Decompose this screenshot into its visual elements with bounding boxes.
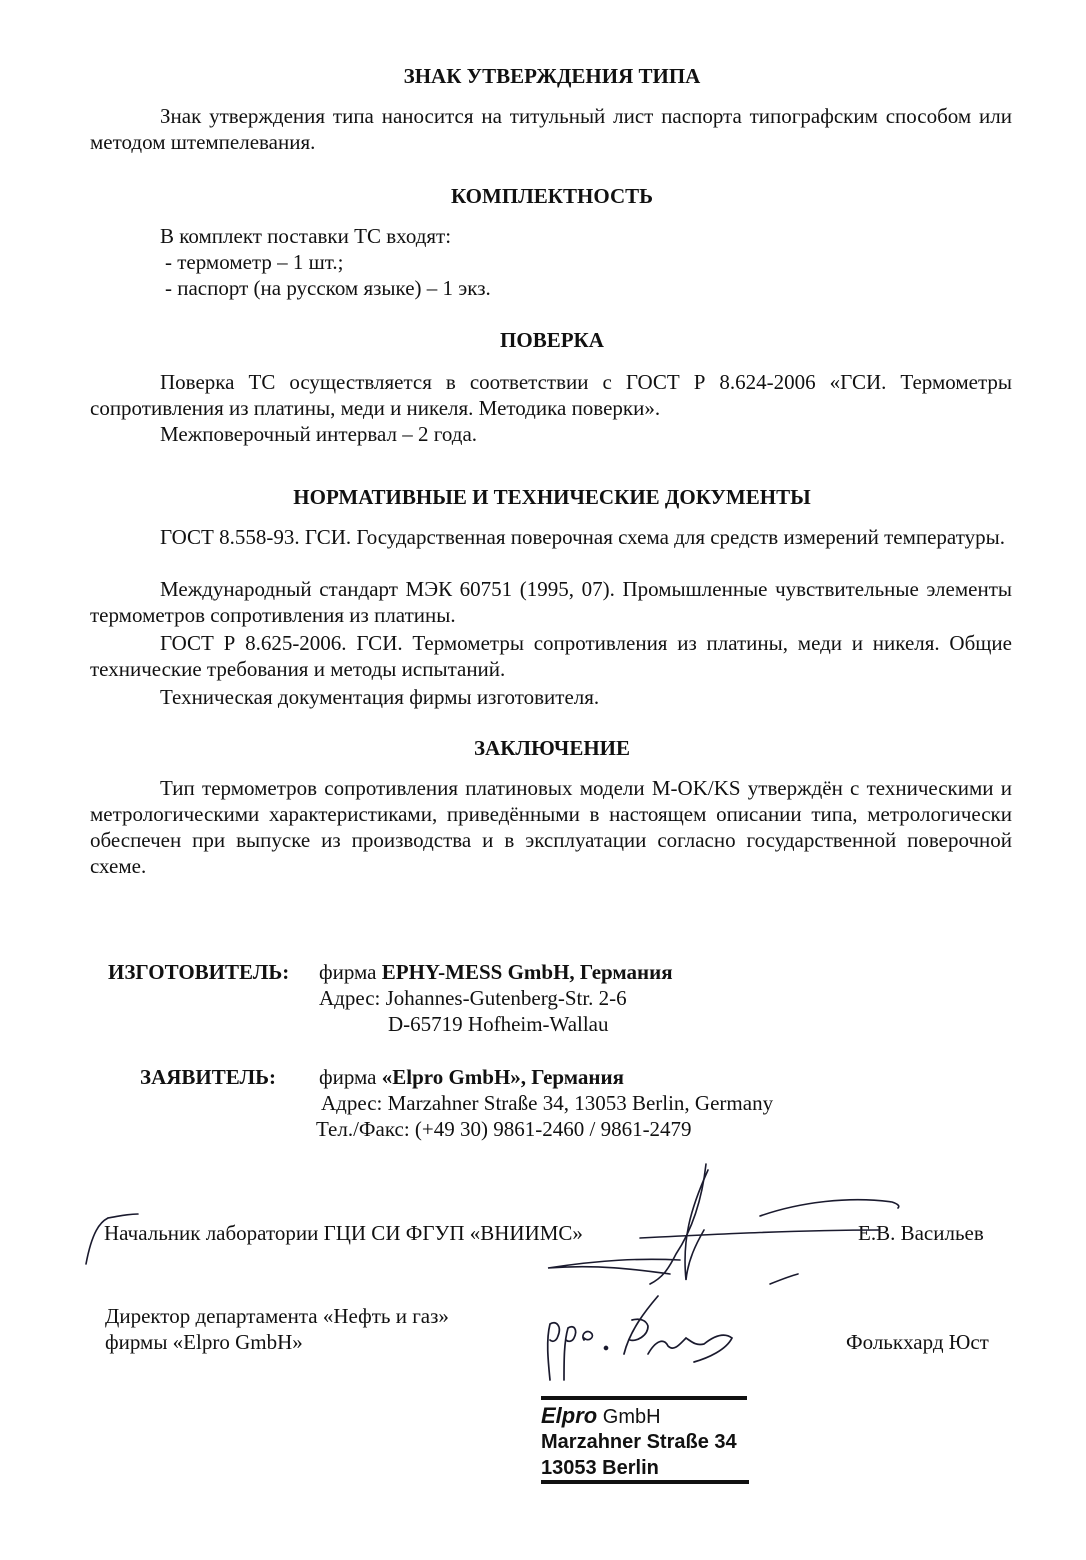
kit-intro: В комплект поставки ТС входят: — [160, 224, 452, 248]
applicant-address: Адрес: Marzahner Straße 34, 13053 Berlin, Germany — [321, 1091, 774, 1115]
manufacturer-firm: фирма EPHY-MESS GmbH, Германия — [319, 960, 673, 984]
applicant-firm: фирма «Elpro GmbH», Германия — [319, 1065, 624, 1089]
verification-paragraph: Поверка ТС осуществляется в соответствии с ГОСТ Р 8.624-2006 «ГСИ. Термометры сопротивления из платины, меди и никеля. Методика поверки». — [90, 370, 1012, 420]
lab-head-signature — [80, 1160, 930, 1300]
conclusion-paragraph: Тип термометров сопротивления платиновых модели M-OK/KS утверждён с техническими и метрологическими характеристиками, приведёнными в настоящем описании типа, метрологически обеспечен при выпуске из производства и в эксплуатации согласно государственной поверочной схеме. — [90, 776, 1012, 878]
docs-item-2: Международный стандарт МЭК 60751 (1995, 07). Промышленные чувствительные элементы термометров сопротивления из платины. — [90, 577, 1012, 627]
manufacturer-label: ИЗГОТОВИТЕЛЬ: — [108, 960, 290, 984]
stamp-brand-line: Elpro GmbH — [541, 1403, 661, 1428]
manufacturer-address-1: Адрес: Johannes-Gutenberg-Str. 2-6 — [319, 986, 627, 1010]
stamp-street: Marzahner Straße 34 — [541, 1431, 737, 1453]
stamp-rule-bottom — [541, 1480, 749, 1484]
stamp-city: 13053 Berlin — [541, 1457, 659, 1479]
sign-paragraph: Знак утверждения типа наносится на титульный лист паспорта типографским способом или методом штемпелевания. — [90, 104, 1012, 154]
stamp-logo: Elpro — [541, 1403, 598, 1428]
director-name: Фолькхард Юст — [846, 1330, 989, 1354]
applicant-phone: Тел./Факс: (+49 30) 9861-2460 / 9861-2479 — [316, 1117, 692, 1141]
manufacturer-address-2: D-65719 Hofheim-Wallau — [388, 1012, 609, 1036]
director-signature — [536, 1280, 766, 1390]
director-title-1: Директор департамента «Нефть и газ» — [105, 1304, 449, 1328]
lab-head-name: Е.В. Васильев — [858, 1221, 984, 1245]
heading-sign: ЗНАК УТВЕРЖДЕНИЯ ТИПА — [403, 64, 701, 88]
stamp-rule-top — [541, 1396, 747, 1400]
heading-verification: ПОВЕРКА — [500, 328, 604, 352]
lab-head-title: Начальник лаборатории ГЦИ СИ ФГУП «ВНИИМС» — [104, 1221, 583, 1245]
director-title-2: фирмы «Elpro GmbH» — [105, 1330, 303, 1354]
verification-interval: Межповерочный интервал – 2 года. — [160, 422, 478, 446]
heading-kit: КОМПЛЕКТНОСТЬ — [450, 184, 654, 208]
kit-item-2: - паспорт (на русском языке) – 1 экз. — [165, 276, 491, 300]
docs-item-4: Техническая документация фирмы изготовителя. — [160, 685, 600, 709]
kit-item-1: - термометр – 1 шт.; — [165, 250, 344, 274]
docs-item-1: ГОСТ 8.558-93. ГСИ. Государственная поверочная схема для средств измерений температуры. — [160, 525, 1005, 549]
applicant-label: ЗАЯВИТЕЛЬ: — [140, 1065, 277, 1089]
heading-docs: НОРМАТИВНЫЕ И ТЕХНИЧЕСКИЕ ДОКУМЕНТЫ — [293, 485, 811, 509]
heading-conclusion: ЗАКЛЮЧЕНИЕ — [473, 736, 631, 760]
docs-item-3: ГОСТ Р 8.625-2006. ГСИ. Термометры сопротивления из платины, меди и никеля. Общие технические требования и методы испытаний. — [90, 631, 1012, 681]
